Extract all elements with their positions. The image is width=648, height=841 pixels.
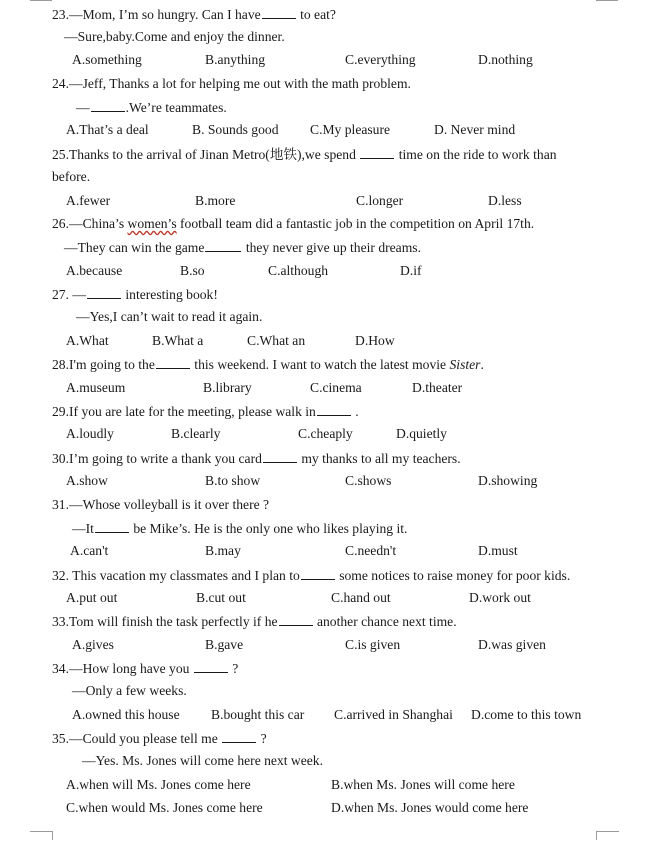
- question-25-stem: 25.Thanks to the arrival of Jinan Metro(地铁),we spend time on the ride to work than: [52, 147, 557, 162]
- question-23-option-a: A.something: [72, 52, 142, 67]
- question-26-option-d: D.if: [400, 263, 422, 278]
- question-29-option-a: A.loudly: [66, 426, 114, 441]
- question-32-option-a: A.put out: [66, 590, 118, 605]
- answer-blank: [87, 286, 121, 299]
- question-26-reply: —They can win the game they never give up their dreams.: [64, 240, 421, 255]
- question-32-option-c: C.hand out: [331, 590, 391, 605]
- answer-blank: [317, 403, 351, 416]
- question-23-option-c: C.everything: [345, 52, 416, 67]
- answer-blank: [279, 613, 313, 626]
- question-35-reply: —Yes. Ms. Jones will come here next week.: [82, 753, 324, 768]
- answer-blank: [262, 6, 296, 19]
- question-32-option-d: D.work out: [469, 590, 531, 605]
- question-29-option-b: B.clearly: [171, 426, 221, 441]
- question-31-reply: —It be Mike’s. He is the only one who likes playing it.: [72, 521, 408, 536]
- question-25-option-b: B.more: [195, 193, 236, 208]
- question-34-reply: —Only a few weeks.: [72, 683, 187, 698]
- question-30-stem: 30.I’m going to write a thank you card my thanks to all my teachers.: [52, 451, 461, 466]
- question-28-stem: 28.I'm going to the this weekend. I want to watch the latest movie Sister.: [52, 357, 484, 372]
- answer-blank: [360, 146, 394, 159]
- question-32-stem: 32. This vacation my classmates and I plan to some notices to raise money for poor kids.: [52, 568, 571, 583]
- question-29-stem: 29.If you are late for the meeting, please walk in .: [52, 404, 359, 419]
- answer-blank: [91, 99, 125, 112]
- answer-blank: [194, 660, 228, 673]
- question-34-option-d: D.come to this town: [471, 707, 582, 722]
- crop-mark-bottom-right: [596, 831, 619, 840]
- question-27-option-c: C.What an: [247, 333, 306, 348]
- question-30-option-c: C.shows: [345, 473, 392, 488]
- question-34-option-b: B.bought this car: [211, 707, 305, 722]
- question-34-option-a: A.owned this house: [72, 707, 180, 722]
- crop-mark-top-left: [30, 0, 52, 1]
- question-26-stem: 26.—China’s women’s football team did a fantastic job in the competition on April 17th.: [52, 216, 535, 231]
- question-33-option-d: D.was given: [478, 637, 546, 652]
- answer-blank: [205, 239, 241, 252]
- question-25-option-a: A.fewer: [66, 193, 111, 208]
- question-28-option-c: C.cinema: [310, 380, 362, 395]
- question-23-stem: 23.—Mom, I’m so hungry. Can I have to eat?: [52, 7, 336, 22]
- question-33-option-a: A.gives: [72, 637, 114, 652]
- question-24-stem: 24.—Jeff, Thanks a lot for helping me out with the math problem.: [52, 76, 411, 91]
- question-25-option-d: D.less: [488, 193, 522, 208]
- question-26-option-b: B.so: [180, 263, 205, 278]
- question-29-option-d: D.quietly: [396, 426, 447, 441]
- question-27-option-a: A.What: [66, 333, 109, 348]
- question-34-stem: 34.—How long have you ?: [52, 661, 239, 676]
- question-30-option-d: D.showing: [478, 473, 538, 488]
- crop-mark-bottom-left: [30, 831, 53, 840]
- answer-blank: [222, 730, 256, 743]
- question-35-option-c: C.when would Ms. Jones come here: [66, 800, 263, 815]
- question-32-option-b: B.cut out: [196, 590, 246, 605]
- question-29-option-c: C.cheaply: [298, 426, 353, 441]
- question-31-option-c: C.needn't: [345, 543, 397, 558]
- question-26-option-a: A.because: [66, 263, 123, 278]
- question-24-option-b: B. Sounds good: [192, 122, 279, 137]
- crop-mark-top-right: [596, 0, 618, 1]
- question-25-stem-cont: before.: [52, 169, 91, 184]
- question-24-option-d: D. Never mind: [434, 122, 516, 137]
- question-27-reply: —Yes,I can’t wait to read it again.: [76, 309, 263, 324]
- question-24-option-c: C.My pleasure: [310, 122, 391, 137]
- answer-blank: [263, 450, 297, 463]
- question-31-stem: 31.—Whose volleyball is it over there ?: [52, 497, 270, 512]
- question-23-reply: —Sure,baby.Come and enjoy the dinner.: [64, 29, 285, 44]
- question-28-option-b: B.library: [203, 380, 252, 395]
- question-30-option-a: A.show: [66, 473, 108, 488]
- question-33-option-b: B.gave: [205, 637, 244, 652]
- question-28-option-a: A.museum: [66, 380, 126, 395]
- question-31-option-d: D.must: [478, 543, 518, 558]
- question-35-option-a: A.when will Ms. Jones come here: [66, 777, 251, 792]
- answer-blank: [156, 356, 190, 369]
- question-35-stem: 35.—Could you please tell me ?: [52, 731, 267, 746]
- question-34-option-c: C.arrived in Shanghai: [334, 707, 453, 722]
- question-23-option-b: B.anything: [205, 52, 266, 67]
- question-28-option-d: D.theater: [412, 380, 463, 395]
- question-23-option-d: D.nothing: [478, 52, 533, 67]
- answer-blank: [95, 520, 129, 533]
- question-30-option-b: B.to show: [205, 473, 261, 488]
- question-35-option-b: B.when Ms. Jones will come here: [331, 777, 515, 792]
- question-31-option-b: B.may: [205, 543, 241, 558]
- question-35-option-d: D.when Ms. Jones would come here: [331, 800, 529, 815]
- question-31-option-a: A.can't: [70, 543, 109, 558]
- question-33-option-c: C.is given: [345, 637, 401, 652]
- question-27-option-d: D.How: [355, 333, 395, 348]
- answer-blank: [301, 567, 335, 580]
- question-24-option-a: A.That’s a deal: [66, 122, 149, 137]
- question-27-stem: 27. — interesting book!: [52, 287, 218, 302]
- question-25-option-c: C.longer: [356, 193, 404, 208]
- question-24-reply: — .We’re teammates.: [76, 100, 227, 115]
- question-27-option-b: B.What a: [152, 333, 204, 348]
- question-26-option-c: C.although: [268, 263, 329, 278]
- question-33-stem: 33.Tom will finish the task perfectly if he another chance next time.: [52, 614, 457, 629]
